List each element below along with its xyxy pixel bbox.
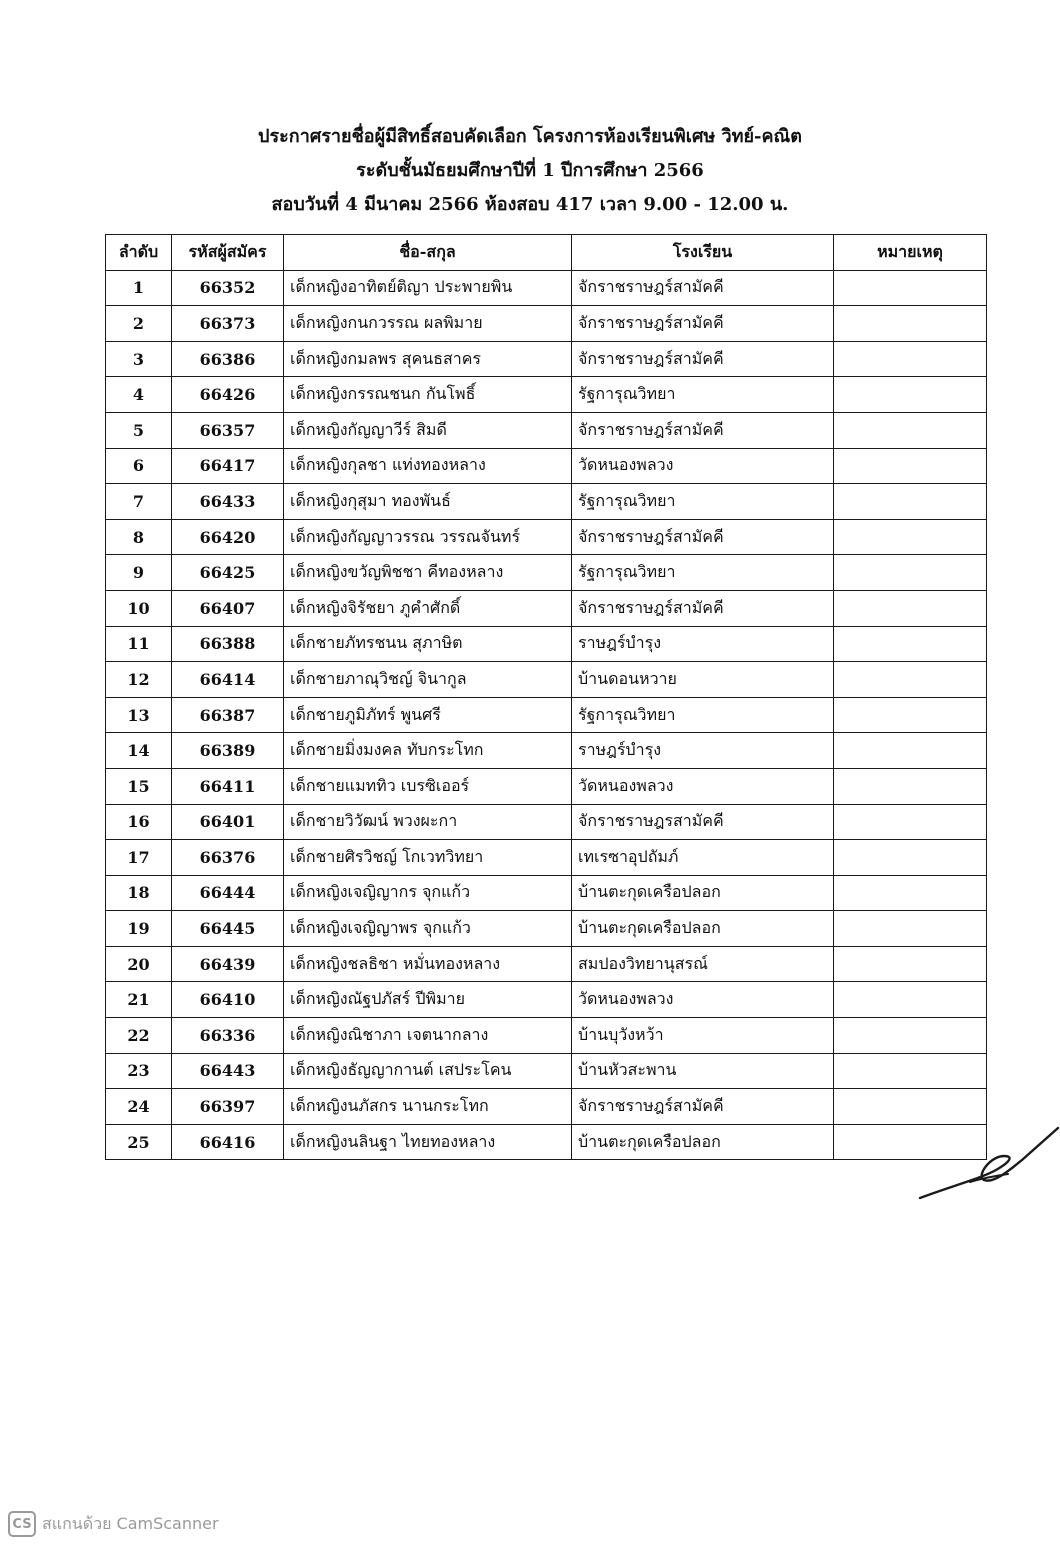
remarks-cell <box>834 733 987 769</box>
remarks-cell <box>834 377 987 413</box>
remarks-cell <box>834 1018 987 1054</box>
table-row <box>106 448 987 484</box>
row-order-number: 4 <box>106 377 172 413</box>
remarks-cell <box>834 1089 987 1125</box>
table-row <box>106 804 987 840</box>
row-order-number: 13 <box>106 697 172 733</box>
remarks-cell <box>834 804 987 840</box>
announcement-title: ประกาศรายชื่อผู้มีสิทธิ์สอบคัดเลือก โครงการห้องเรียนพิเศษ วิทย์-คณิต <box>258 126 802 147</box>
remarks-cell <box>834 270 987 306</box>
school-name: จักราชราษฎร์สามัคคี <box>572 306 834 342</box>
student-name: เด็กหญิงณิชาภา เจตนากลาง <box>284 1018 572 1054</box>
applicant-id: 66425 <box>172 555 284 591</box>
row-order-number: 5 <box>106 412 172 448</box>
school-name: จักราชราษฎร์สามัคคี <box>572 341 834 377</box>
applicant-id: 66373 <box>172 306 284 342</box>
row-order-number: 19 <box>106 911 172 947</box>
applicant-id: 66426 <box>172 377 284 413</box>
candidate-table <box>105 234 987 1160</box>
school-name: วัดหนองพลวง <box>572 768 834 804</box>
row-order-number: 1 <box>106 270 172 306</box>
student-name: เด็กหญิงจิรัชยา ภูคำศักดิ์ <box>284 590 572 626</box>
student-name: เด็กหญิงกมลพร สุคนธสาคร <box>284 341 572 377</box>
student-name: เด็กหญิงณัฐปภัสร์ ปีพิมาย <box>284 982 572 1018</box>
table-row <box>106 1124 987 1160</box>
student-name: เด็กหญิงกนกวรรณ ผลพิมาย <box>284 306 572 342</box>
student-name: เด็กหญิงขวัญพิชชา คีทองหลาง <box>284 555 572 591</box>
exam-schedule: สอบวันที่ 4 มีนาคม 2566 ห้องสอบ 417 เวลา 9.00 - 12.00 น. <box>271 194 789 215</box>
table-row <box>106 875 987 911</box>
table-row <box>106 982 987 1018</box>
row-order-number: 16 <box>106 804 172 840</box>
remarks-cell <box>834 1053 987 1089</box>
handwritten-signature <box>912 1120 1060 1210</box>
school-name: บ้านหัวสะพาน <box>572 1053 834 1089</box>
school-name: รัฐการุณวิทยา <box>572 484 834 520</box>
student-name: เด็กหญิงกัญญาวรรณ วรรณจันทร์ <box>284 519 572 555</box>
table-row <box>106 1089 987 1125</box>
remarks-cell <box>834 697 987 733</box>
table-header-row <box>106 235 987 271</box>
remarks-cell <box>834 306 987 342</box>
remarks-cell <box>834 484 987 520</box>
applicant-id: 66444 <box>172 875 284 911</box>
row-order-number: 24 <box>106 1089 172 1125</box>
applicant-id: 66443 <box>172 1053 284 1089</box>
applicant-id: 66401 <box>172 804 284 840</box>
school-name: จักราชราษฎร์สามัคคี <box>572 590 834 626</box>
remarks-cell <box>834 662 987 698</box>
row-order-number: 21 <box>106 982 172 1018</box>
row-order-number: 10 <box>106 590 172 626</box>
table-row <box>106 946 987 982</box>
applicant-id: 66416 <box>172 1124 284 1160</box>
row-order-number: 12 <box>106 662 172 698</box>
applicant-id: 66357 <box>172 412 284 448</box>
applicant-id: 66376 <box>172 840 284 876</box>
row-order-number: 18 <box>106 875 172 911</box>
table-row <box>106 341 987 377</box>
remarks-cell <box>834 840 987 876</box>
school-name: รัฐการุณวิทยา <box>572 555 834 591</box>
row-order-number: 3 <box>106 341 172 377</box>
student-name: เด็กชายมิ่งมงคล ทับกระโทก <box>284 733 572 769</box>
school-name: บ้านดอนหวาย <box>572 662 834 698</box>
row-order-number: 20 <box>106 946 172 982</box>
row-order-number: 11 <box>106 626 172 662</box>
student-name: เด็กหญิงเจญิญากร จุกแก้ว <box>284 875 572 911</box>
school-name: จักราชราษฎร์สามัคคี <box>572 412 834 448</box>
column-header-full-name: ชื่อ-สกุล <box>284 235 572 271</box>
school-name: บ้านตะกุดเครือปลอก <box>572 911 834 947</box>
student-name: เด็กชายวิวัฒน์ พวงผะกา <box>284 804 572 840</box>
remarks-cell <box>834 626 987 662</box>
applicant-id: 66387 <box>172 697 284 733</box>
student-name: เด็กหญิงกุลชา แท่งทองหลาง <box>284 448 572 484</box>
applicant-id: 66352 <box>172 270 284 306</box>
school-name: รัฐการุณวิทยา <box>572 377 834 413</box>
remarks-cell <box>834 590 987 626</box>
row-order-number: 15 <box>106 768 172 804</box>
applicant-id: 66386 <box>172 341 284 377</box>
school-name: บ้านบุวังหว้า <box>572 1018 834 1054</box>
remarks-cell <box>834 448 987 484</box>
row-order-number: 17 <box>106 840 172 876</box>
student-name: เด็กหญิงนลินฐา ไทยทองหลาง <box>284 1124 572 1160</box>
camscanner-logo-icon: CS <box>8 1511 36 1537</box>
table-row <box>106 911 987 947</box>
row-order-number: 22 <box>106 1018 172 1054</box>
row-order-number: 9 <box>106 555 172 591</box>
table-row <box>106 270 987 306</box>
scanner-watermark <box>8 1511 219 1537</box>
remarks-cell <box>834 982 987 1018</box>
row-order-number: 23 <box>106 1053 172 1089</box>
student-name: เด็กชายภาณุวิชญ์ จินากูล <box>284 662 572 698</box>
applicant-id: 66445 <box>172 911 284 947</box>
school-name: วัดหนองพลวง <box>572 982 834 1018</box>
school-name: จักราชราษฎรสามัคคี <box>572 804 834 840</box>
table-row <box>106 412 987 448</box>
row-order-number: 7 <box>106 484 172 520</box>
school-name: เทเรซาอุปถัมภ์ <box>572 840 834 876</box>
school-name: จักราชราษฎร์สามัคคี <box>572 519 834 555</box>
table-row <box>106 662 987 698</box>
row-order-number: 2 <box>106 306 172 342</box>
table-row <box>106 590 987 626</box>
announcement-header <box>0 120 1060 222</box>
announcement-level: ระดับชั้นมัธยมศึกษาปีที่ 1 ปีการศึกษา 2566 <box>356 160 704 181</box>
school-name: บ้านตะกุดเครือปลอก <box>572 875 834 911</box>
row-order-number: 8 <box>106 519 172 555</box>
row-order-number: 14 <box>106 733 172 769</box>
remarks-cell <box>834 946 987 982</box>
table-row <box>106 697 987 733</box>
student-name: เด็กหญิงกุสุมา ทองพันธ์ <box>284 484 572 520</box>
applicant-id: 66388 <box>172 626 284 662</box>
student-name: เด็กชายภัทรชนน สุภาษิต <box>284 626 572 662</box>
applicant-id: 66417 <box>172 448 284 484</box>
student-name: เด็กชายแมททิว เบรซิเออร์ <box>284 768 572 804</box>
student-name: เด็กหญิงธัญญากานต์ เสประโคน <box>284 1053 572 1089</box>
school-name: จักราชราษฎร์สามัคคี <box>572 1089 834 1125</box>
applicant-id: 66407 <box>172 590 284 626</box>
student-name: เด็กหญิงกรรณชนก กันโพธิ์ <box>284 377 572 413</box>
row-order-number: 25 <box>106 1124 172 1160</box>
applicant-id: 66397 <box>172 1089 284 1125</box>
school-name: จักราชราษฎร์สามัคคี <box>572 270 834 306</box>
school-name: สมปองวิทยานุสรณ์ <box>572 946 834 982</box>
table-row <box>106 555 987 591</box>
remarks-cell <box>834 911 987 947</box>
student-name: เด็กหญิงกัญญาวีร์ สิมดี <box>284 412 572 448</box>
applicant-id: 66336 <box>172 1018 284 1054</box>
school-name: รัฐการุณวิทยา <box>572 697 834 733</box>
table-row <box>106 768 987 804</box>
student-name: เด็กชายศิรวิชญ์ โกเวทวิทยา <box>284 840 572 876</box>
remarks-cell <box>834 412 987 448</box>
table-row <box>106 519 987 555</box>
applicant-id: 66439 <box>172 946 284 982</box>
table-row <box>106 626 987 662</box>
school-name: วัดหนองพลวง <box>572 448 834 484</box>
column-header-order: ลำดับ <box>106 235 172 271</box>
table-body <box>106 270 987 1160</box>
student-name: เด็กหญิงเจญิญาพร จุกแก้ว <box>284 911 572 947</box>
table-row <box>106 484 987 520</box>
table-row <box>106 733 987 769</box>
remarks-cell <box>834 555 987 591</box>
row-order-number: 6 <box>106 448 172 484</box>
school-name: ราษฎร์บำรุง <box>572 626 834 662</box>
student-name: เด็กหญิงนภัสกร นานกระโทก <box>284 1089 572 1125</box>
remarks-cell <box>834 768 987 804</box>
applicant-id: 66414 <box>172 662 284 698</box>
student-name: เด็กหญิงอาทิตย์ติญา ประพายพิน <box>284 270 572 306</box>
table-row <box>106 306 987 342</box>
remarks-cell <box>834 519 987 555</box>
school-name: บ้านตะกุดเครือปลอก <box>572 1124 834 1160</box>
table-row <box>106 840 987 876</box>
column-header-school: โรงเรียน <box>572 235 834 271</box>
table-row <box>106 377 987 413</box>
table-row <box>106 1018 987 1054</box>
remarks-cell <box>834 875 987 911</box>
applicant-id: 66389 <box>172 733 284 769</box>
applicant-id: 66410 <box>172 982 284 1018</box>
remarks-cell <box>834 341 987 377</box>
column-header-remarks: หมายเหตุ <box>834 235 987 271</box>
applicant-id: 66411 <box>172 768 284 804</box>
student-name: เด็กชายภูมิภัทร์ พูนศรี <box>284 697 572 733</box>
student-name: เด็กหญิงชลธิชา หมั่นทองหลาง <box>284 946 572 982</box>
watermark-text: สแกนด้วย CamScanner <box>42 1513 219 1533</box>
school-name: ราษฎร์บำรุง <box>572 733 834 769</box>
table-row <box>106 1053 987 1089</box>
column-header-applicant-id: รหัสผู้สมัคร <box>172 235 284 271</box>
applicant-id: 66420 <box>172 519 284 555</box>
applicant-id: 66433 <box>172 484 284 520</box>
